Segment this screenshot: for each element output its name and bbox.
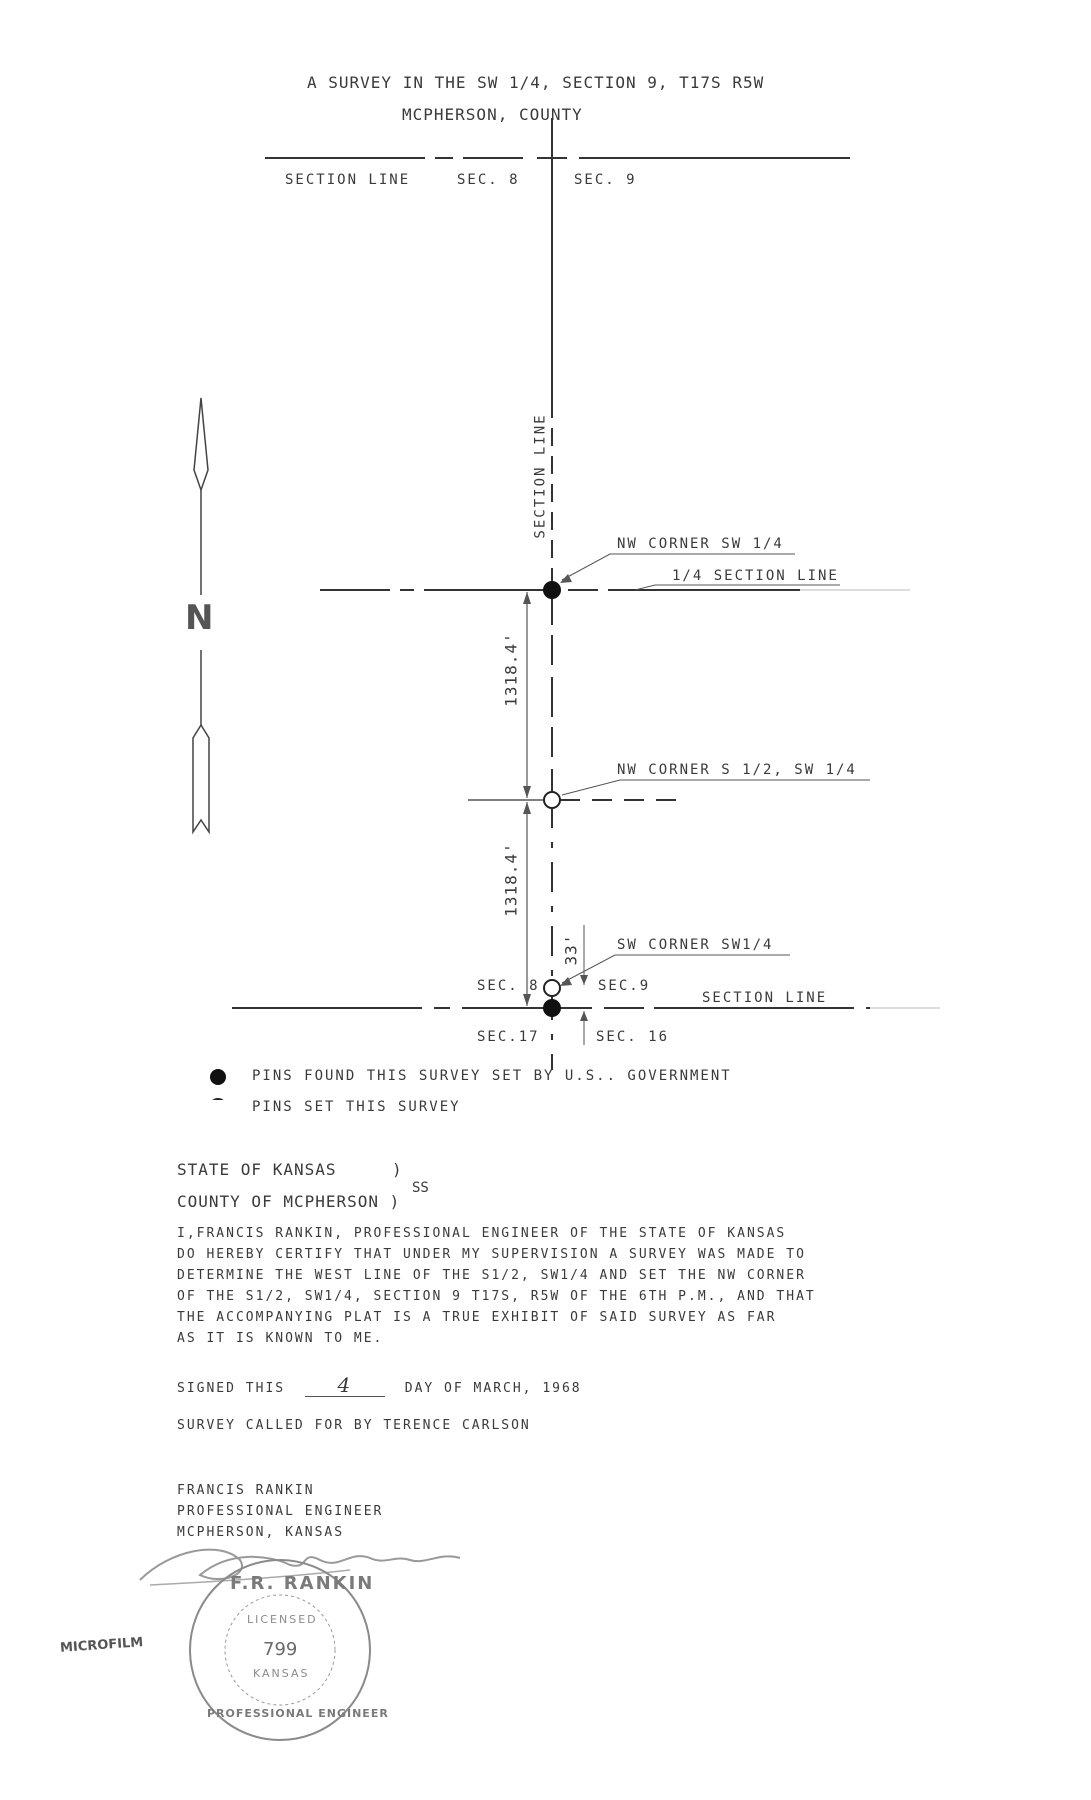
certificate-line: DO HEREBY CERTIFY THAT UNDER MY SUPERVISION A SURVEY WAS MADE TO bbox=[177, 1247, 806, 1262]
seal-top-text: F.R. RANKIN bbox=[230, 1573, 375, 1594]
survey-title: A SURVEY IN THE SW 1/4, SECTION 9, T17S R5W bbox=[307, 73, 765, 92]
legend-set-symbol bbox=[210, 1099, 226, 1100]
label-sec9-top: SEC. 9 bbox=[574, 172, 637, 188]
label-quarter-section-line: 1/4 SECTION LINE bbox=[672, 568, 839, 584]
north-arrow-head bbox=[194, 398, 208, 490]
north-letter: N bbox=[185, 598, 214, 638]
venue-state: STATE OF KANSAS bbox=[177, 1160, 337, 1179]
certificate-line: I,FRANCIS RANKIN, PROFESSIONAL ENGINEER OF THE STATE OF KANSAS bbox=[177, 1226, 787, 1241]
signature-title: PROFESSIONAL ENGINEER bbox=[177, 1504, 384, 1519]
county-title: MCPHERSON, COUNTY bbox=[402, 105, 583, 124]
label-sec8-bottom: SEC. 8 bbox=[477, 978, 540, 994]
signed-day: 4 bbox=[305, 1375, 385, 1397]
called-for-line: SURVEY CALLED FOR BY TERENCE CARLSON bbox=[177, 1418, 531, 1433]
north-arrow-tail bbox=[193, 725, 209, 832]
venue-county: COUNTY OF MCPHERSON ) bbox=[177, 1192, 401, 1211]
label-nw-corner-s-half: NW CORNER S 1/2, SW 1/4 bbox=[617, 762, 857, 778]
dim-arrow-mid bbox=[523, 786, 531, 798]
label-nw-corner-sw: NW CORNER SW 1/4 bbox=[617, 536, 784, 552]
dim-33-arrow-up bbox=[580, 1011, 588, 1021]
legend-found-label: PINS FOUND THIS SURVEY SET BY U.S.. GOVERNMENT bbox=[252, 1068, 732, 1084]
pin-set-s-half bbox=[544, 792, 560, 808]
seal-bottom-text: PROFESSIONAL ENGINEER bbox=[207, 1707, 389, 1720]
venue-state-paren: ) bbox=[392, 1160, 403, 1179]
venue-ss: SS bbox=[412, 1180, 429, 1196]
label-dim-33: 33' bbox=[561, 933, 581, 966]
label-sec9-bottom: SEC.9 bbox=[598, 978, 651, 994]
pin-found-nw-corner bbox=[543, 581, 561, 599]
signed-suffix: DAY OF MARCH, 1968 bbox=[404, 1381, 582, 1396]
microfilm-stamp: MICROFILM bbox=[59, 1635, 144, 1656]
dim-arrow-mid2 bbox=[523, 802, 531, 814]
certificate-line: OF THE S1/2, SW1/4, SECTION 9 T17S, R5W OF THE 6TH P.M., AND THAT bbox=[177, 1289, 816, 1304]
label-dim-lower: 1318.4' bbox=[501, 842, 521, 917]
seal-state-text: KANSAS bbox=[253, 1667, 310, 1680]
signed-line bbox=[177, 1375, 582, 1399]
signature-location: MCPHERSON, KANSAS bbox=[177, 1525, 345, 1540]
legend-set-label: PINS SET THIS SURVEY bbox=[252, 1099, 461, 1115]
label-dim-upper: 1318.4' bbox=[501, 632, 521, 707]
signature-name: FRANCIS RANKIN bbox=[177, 1483, 315, 1498]
leader-s-half bbox=[562, 780, 870, 795]
certificate-body bbox=[177, 1223, 816, 1349]
engineer-seal bbox=[185, 1555, 389, 1745]
label-sec8-top: SEC. 8 bbox=[457, 172, 520, 188]
certificate-line: THE ACCOMPANYING PLAT IS A TRUE EXHIBIT OF SAID SURVEY AS FAR bbox=[177, 1310, 777, 1325]
certificate-line: AS IT IS KNOWN TO ME. bbox=[177, 1331, 384, 1346]
pin-found-sw bbox=[543, 999, 561, 1017]
label-sec17: SEC.17 bbox=[477, 1029, 540, 1045]
seal-number: 799 bbox=[263, 1639, 298, 1660]
dim-33-arrow bbox=[580, 975, 588, 985]
leader-sw bbox=[562, 955, 790, 983]
pin-set-sw bbox=[544, 980, 560, 996]
signed-prefix: SIGNED THIS bbox=[177, 1381, 286, 1396]
label-sw-corner: SW CORNER SW1/4 bbox=[617, 937, 774, 953]
seal-licensed-text: LICENSED bbox=[247, 1613, 318, 1626]
label-vertical-section-line: SECTION LINE bbox=[532, 413, 549, 539]
label-top-section-line: SECTION LINE bbox=[285, 172, 411, 188]
dim-arrow-bottom bbox=[523, 994, 531, 1006]
label-bottom-section-line: SECTION LINE bbox=[702, 990, 828, 1006]
legend-found-symbol bbox=[210, 1069, 226, 1085]
dim-arrow-top bbox=[523, 592, 531, 604]
certificate-line: DETERMINE THE WEST LINE OF THE S1/2, SW1/4 AND SET THE NW CORNER bbox=[177, 1268, 806, 1283]
label-sec16: SEC. 16 bbox=[596, 1029, 670, 1045]
